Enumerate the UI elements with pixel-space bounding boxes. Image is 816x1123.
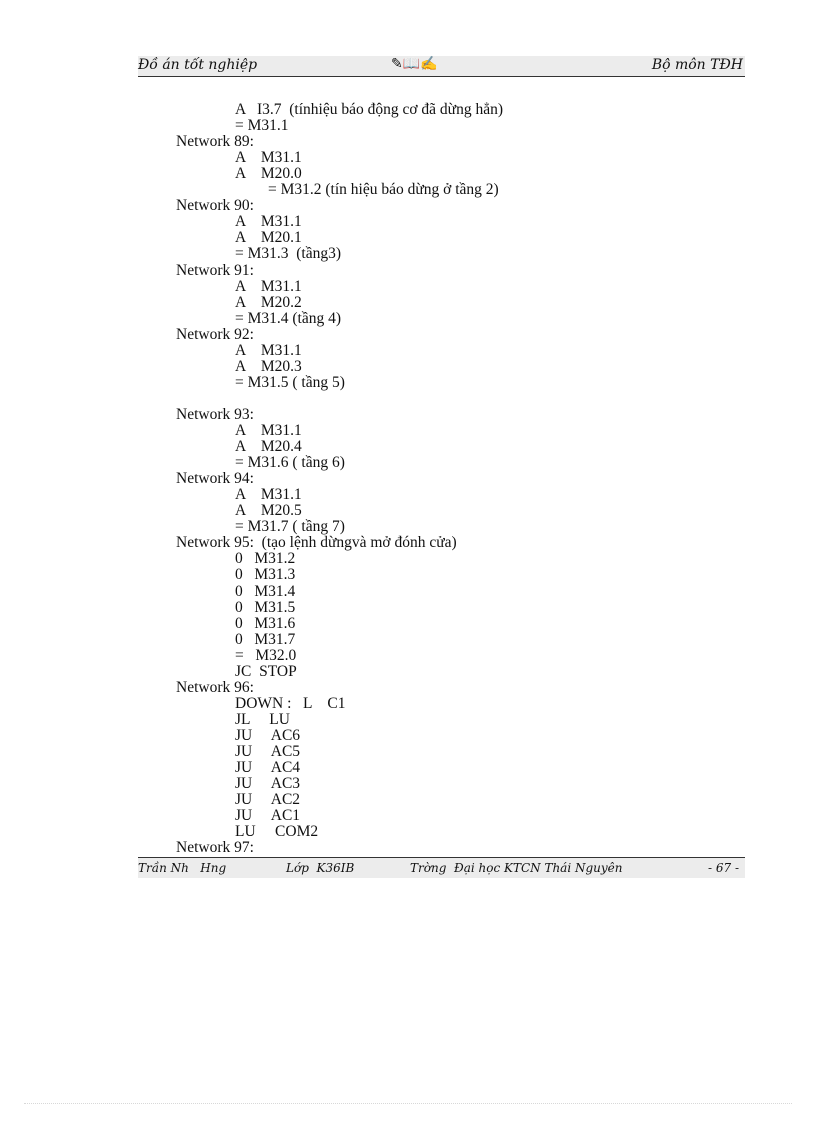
network-heading: Network 94: xyxy=(176,470,254,488)
code-line: A M31.1 xyxy=(235,422,302,439)
code-line: = M31.5 ( tầng 5) xyxy=(235,373,345,391)
header-left-title: Đồ án tốt nghiệp xyxy=(138,57,258,73)
code-line: JU AC6 xyxy=(235,726,301,744)
code-line: 0 M31.4 xyxy=(235,582,296,600)
code-line: 0 M31.3 xyxy=(235,566,296,584)
code-line: 0 M31.2 xyxy=(235,550,296,568)
network-heading: Network 89: xyxy=(176,133,254,151)
code-line: 0 M31.7 xyxy=(235,630,296,648)
code-line: A M31.1 xyxy=(235,213,302,231)
code-line: A M20.0 xyxy=(235,165,302,183)
code-line: = M32.0 xyxy=(235,646,297,664)
code-line: JU AC3 xyxy=(235,775,301,793)
code-line: JU AC4 xyxy=(235,759,301,777)
network-heading: Network 92: xyxy=(176,325,254,343)
code-line: A I3.7 (tínhiệu báo động cơ đã dừng hẳn) xyxy=(235,101,503,118)
code-line: = M31.6 ( tầng 6) xyxy=(235,454,345,472)
page-bottom-divider xyxy=(24,1103,792,1104)
network-heading: Network 97: xyxy=(176,839,254,857)
code-line: LU COM2 xyxy=(235,823,319,841)
code-line: A M31.1 xyxy=(235,149,302,167)
code-line: A M20.3 xyxy=(235,357,302,375)
code-line: = M31.3 (tầng3) xyxy=(235,245,342,263)
network-heading: Network 96: xyxy=(176,678,254,696)
code-line: JL LU xyxy=(235,710,290,728)
code-line: A M31.1 xyxy=(235,486,302,504)
footer-page-number: - 67 - xyxy=(707,861,739,875)
code-line: JC STOP xyxy=(235,662,297,680)
code-line: JU AC5 xyxy=(235,743,301,760)
footer-author: Trần Nh Hng xyxy=(138,861,227,875)
code-line: A M20.5 xyxy=(235,502,302,520)
footer-school: Trờng Đại học KTCN Thái Nguyên xyxy=(410,861,623,875)
code-line: A M20.4 xyxy=(235,438,302,456)
code-line: = M31.1 xyxy=(235,117,289,135)
network-heading: Network 93: xyxy=(176,405,254,423)
code-line: 0 M31.6 xyxy=(235,614,296,632)
network-heading: Network 91: xyxy=(176,261,254,279)
code-line: A M31.1 xyxy=(235,341,302,359)
network-heading: Network 90: xyxy=(176,197,254,215)
code-line: JU AC2 xyxy=(235,791,301,809)
footer-class: Lớp K36IB xyxy=(286,861,355,875)
header-right-title: Bộ môn TĐH xyxy=(651,57,743,73)
code-line: JU AC1 xyxy=(235,807,301,825)
code-line: A M20.1 xyxy=(235,229,302,247)
code-line: A M31.1 xyxy=(235,277,302,295)
code-line: = M31.4 (tầng 4) xyxy=(235,309,342,327)
network-heading: Network 95: (tạo lệnh dừngvà mở đónh cửa) xyxy=(176,534,457,552)
code-line: DOWN : L C1 xyxy=(235,694,346,712)
code-line: = M31.7 ( tầng 7) xyxy=(235,518,345,536)
code-line: = M31.2 (tín hiệu báo dừng ở tầng 2) xyxy=(268,181,499,199)
book-ornament-icon: ✎📖✍ xyxy=(391,56,438,72)
code-line: A M20.2 xyxy=(235,293,302,311)
page-header xyxy=(138,56,745,77)
page-footer xyxy=(138,857,745,878)
code-line: 0 M31.5 xyxy=(235,598,296,616)
